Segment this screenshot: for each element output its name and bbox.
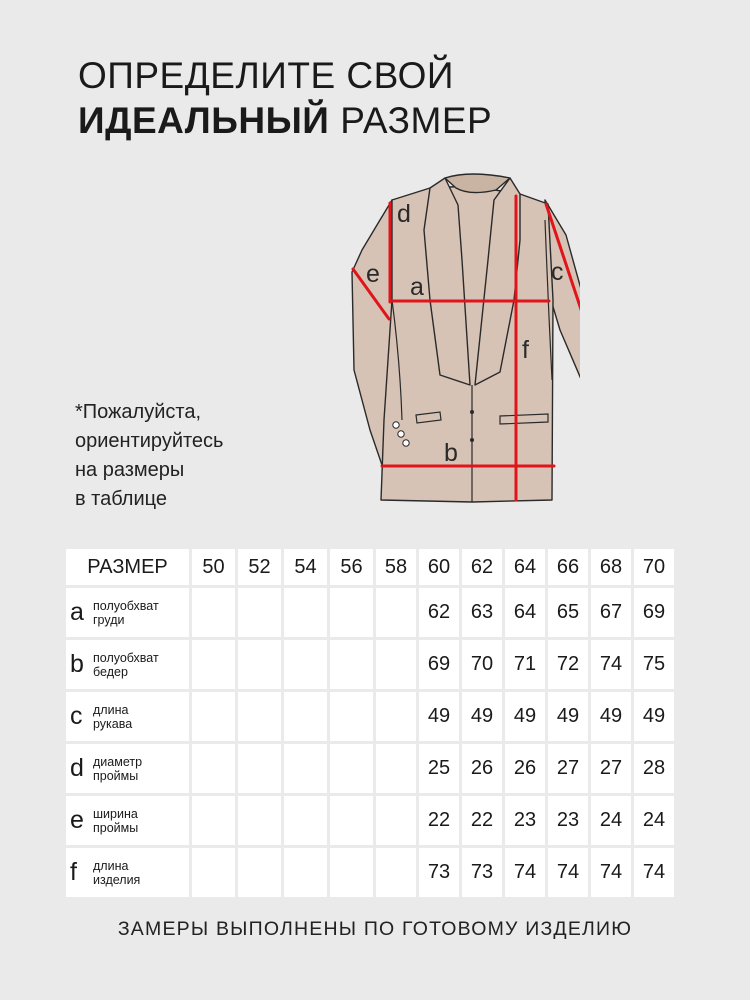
table-cell: 74 <box>591 640 631 689</box>
param-line-1: длина <box>93 858 129 873</box>
size-header-cell: 62 <box>462 549 502 585</box>
table-cell: 69 <box>634 588 674 637</box>
table-cell: 24 <box>591 796 631 845</box>
param-cell <box>66 744 189 793</box>
size-header-cell: 58 <box>376 549 416 585</box>
table-cell <box>192 848 235 897</box>
title-line-2 <box>78 100 492 142</box>
table-cell: 74 <box>591 848 631 897</box>
table-cell <box>238 744 281 793</box>
label-c: c <box>551 258 564 286</box>
table-cell <box>192 796 235 845</box>
size-header-cell: 56 <box>330 549 373 585</box>
param-letter: b <box>70 650 84 678</box>
table-cell: 49 <box>505 692 545 741</box>
table-cell <box>284 796 327 845</box>
param-description <box>93 599 159 627</box>
param-description <box>93 807 138 835</box>
param-letter: a <box>70 598 84 626</box>
param-letter: e <box>70 806 84 834</box>
param-description <box>93 651 159 679</box>
param-line-2: бедер <box>93 664 128 679</box>
size-table <box>63 546 677 900</box>
table-cell: 69 <box>419 640 459 689</box>
table-cell: 73 <box>419 848 459 897</box>
param-line-1: полуобхват <box>93 650 159 665</box>
table-cell <box>284 848 327 897</box>
param-letter: d <box>70 754 84 782</box>
table-cell <box>376 848 416 897</box>
label-b: b <box>444 439 458 467</box>
table-cell: 25 <box>419 744 459 793</box>
size-header-cell: 54 <box>284 549 327 585</box>
table-cell <box>238 796 281 845</box>
table-cell <box>376 588 416 637</box>
label-d: d <box>397 200 411 228</box>
table-cell: 23 <box>548 796 588 845</box>
table-row <box>66 640 674 689</box>
table-cell: 27 <box>548 744 588 793</box>
size-note <box>75 398 223 514</box>
table-cell <box>238 692 281 741</box>
size-header-cell: 52 <box>238 549 281 585</box>
table-cell: 72 <box>548 640 588 689</box>
param-cell <box>66 640 189 689</box>
size-header-cell: 66 <box>548 549 588 585</box>
param-cell <box>66 588 189 637</box>
table-cell: 26 <box>505 744 545 793</box>
table-cell: 67 <box>591 588 631 637</box>
table-cell: 26 <box>462 744 502 793</box>
note-line-2: ориентируйтесь <box>75 430 224 452</box>
table-cell <box>376 796 416 845</box>
param-line-1: диаметр <box>93 754 143 769</box>
table-cell: 70 <box>462 640 502 689</box>
jacket-diagram <box>340 168 580 508</box>
param-line-2: проймы <box>93 768 139 783</box>
note-line-3: на размеры <box>75 459 185 481</box>
size-header-cell: 64 <box>505 549 545 585</box>
title-line-1: ОПРЕДЕЛИТЕ СВОЙ <box>78 55 454 96</box>
table-cell: 23 <box>505 796 545 845</box>
label-f: f <box>522 336 529 364</box>
table-cell <box>284 640 327 689</box>
table-cell <box>330 796 373 845</box>
table-row <box>66 744 674 793</box>
table-cell: 27 <box>591 744 631 793</box>
title-rest-word: РАЗМЕР <box>340 100 493 141</box>
table-row <box>66 848 674 897</box>
table-cell <box>284 588 327 637</box>
measurement-footer: ЗАМЕРЫ ВЫПОЛНЕНЫ ПО ГОТОВОМУ ИЗДЕЛИЮ <box>117 918 633 940</box>
table-cell: 49 <box>548 692 588 741</box>
param-description <box>93 859 140 887</box>
param-line-2: проймы <box>93 820 139 835</box>
size-header-row <box>66 549 674 585</box>
size-header-cell: 60 <box>419 549 459 585</box>
param-cell <box>66 692 189 741</box>
table-cell <box>376 692 416 741</box>
note-line-1: *Пожалуйста, <box>75 401 202 423</box>
param-letter: f <box>70 858 77 886</box>
table-cell: 49 <box>462 692 502 741</box>
param-line-1: полуобхват <box>93 598 159 613</box>
table-cell: 75 <box>634 640 674 689</box>
table-cell <box>330 588 373 637</box>
table-cell: 74 <box>634 848 674 897</box>
table-cell <box>376 744 416 793</box>
table-cell <box>330 744 373 793</box>
note-line-4: в таблице <box>75 488 167 510</box>
param-cell <box>66 848 189 897</box>
table-cell <box>330 640 373 689</box>
table-cell: 64 <box>505 588 545 637</box>
table-cell <box>192 744 235 793</box>
table-cell <box>238 588 281 637</box>
param-line-1: длина <box>93 702 129 717</box>
label-a: a <box>410 273 424 301</box>
table-cell: 49 <box>591 692 631 741</box>
table-cell: 62 <box>419 588 459 637</box>
table-cell: 49 <box>634 692 674 741</box>
table-row <box>66 588 674 637</box>
table-cell <box>330 848 373 897</box>
size-header-cell: 50 <box>192 549 235 585</box>
param-line-1: ширина <box>93 806 138 821</box>
table-cell <box>376 640 416 689</box>
table-cell: 71 <box>505 640 545 689</box>
size-header-cell: 70 <box>634 549 674 585</box>
table-cell: 24 <box>634 796 674 845</box>
table-cell: 28 <box>634 744 674 793</box>
param-cell <box>66 796 189 845</box>
label-e: e <box>366 260 380 288</box>
size-header-cell: 68 <box>591 549 631 585</box>
table-cell: 22 <box>419 796 459 845</box>
table-row <box>66 796 674 845</box>
table-cell <box>238 848 281 897</box>
table-cell <box>192 588 235 637</box>
param-line-2: изделия <box>93 872 141 887</box>
table-cell <box>330 692 373 741</box>
size-header-label: РАЗМЕР <box>66 549 189 585</box>
table-cell <box>192 692 235 741</box>
table-cell: 49 <box>419 692 459 741</box>
table-cell: 22 <box>462 796 502 845</box>
param-letter: c <box>70 702 83 730</box>
param-description <box>93 703 132 731</box>
table-cell <box>238 640 281 689</box>
table-cell <box>284 744 327 793</box>
table-cell <box>192 640 235 689</box>
table-cell: 65 <box>548 588 588 637</box>
table-cell <box>284 692 327 741</box>
title-bold-word: ИДЕАЛЬНЫЙ <box>78 100 330 141</box>
param-line-2: рукава <box>93 716 133 731</box>
table-row <box>66 692 674 741</box>
param-line-2: груди <box>93 612 125 627</box>
table-cell: 63 <box>462 588 502 637</box>
table-cell: 73 <box>462 848 502 897</box>
table-cell: 74 <box>548 848 588 897</box>
param-description <box>93 755 142 783</box>
table-cell: 74 <box>505 848 545 897</box>
